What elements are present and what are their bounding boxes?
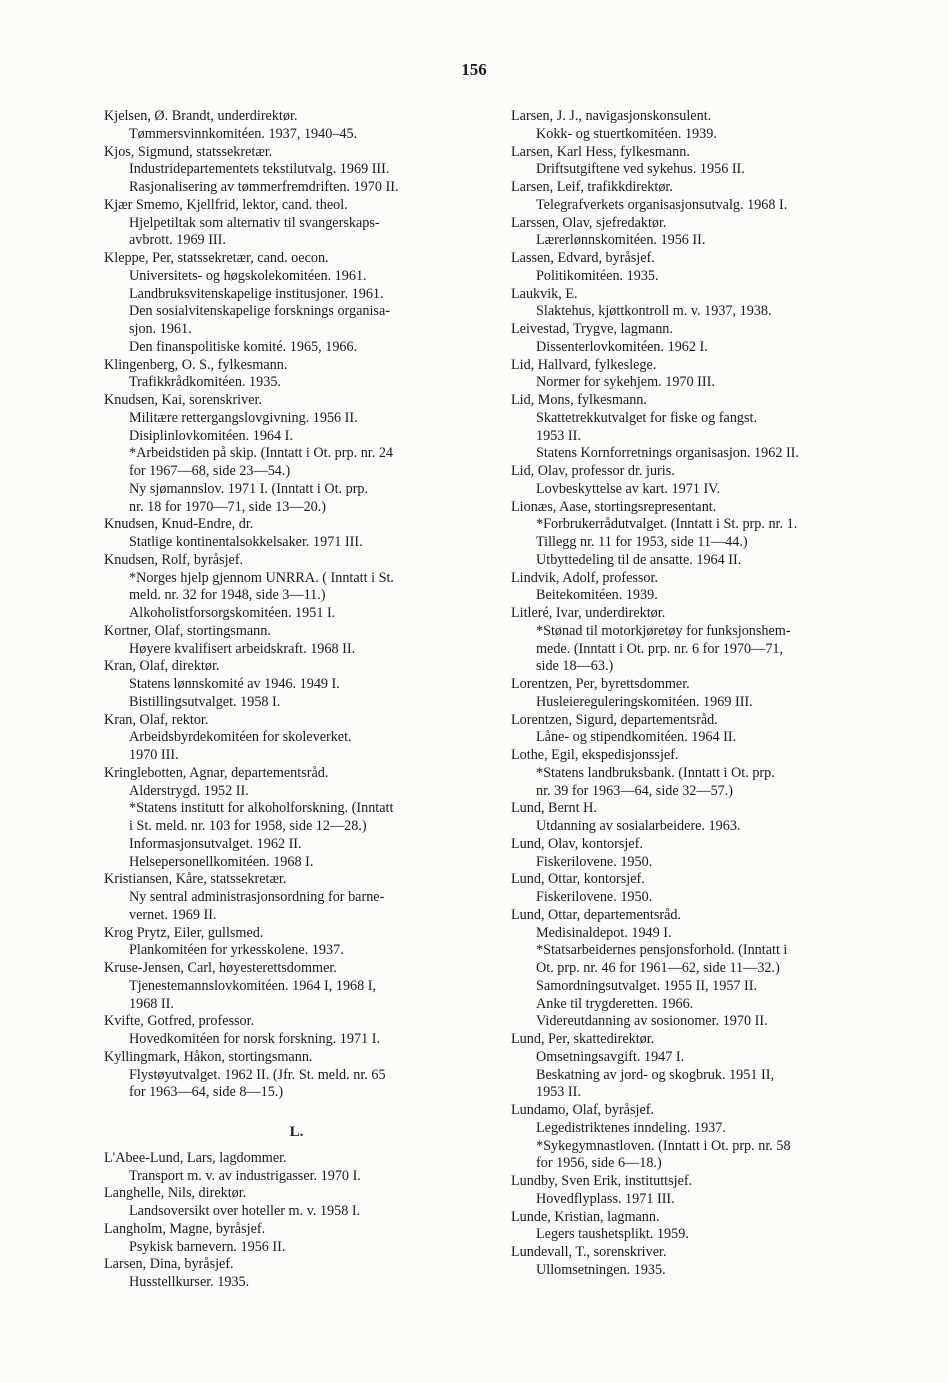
index-entry-name: Larsen, Leif, trafikkdirektør. (511, 179, 673, 195)
index-entry-reference: Anke til trygderetten. 1966. (536, 995, 694, 1012)
index-entry-continuation: for 1956, side 6—18.) (536, 1155, 662, 1172)
index-entry-continuation: 1953 II. (536, 427, 581, 444)
index-entry-reference: Beskatning av jord- og skogbruk. 1951 II, (536, 1066, 775, 1083)
index-entry-reference: Tømmersvinnkomitéen. 1937, 1940–45. (129, 125, 358, 142)
index-entry-reference: *Statens institutt for alkoholforskning. (Inntatt (129, 800, 394, 817)
index-entry-name: Lindvik, Adolf, professor. (511, 569, 658, 586)
index-entry-reference: Helsepersonellkomitéen. 1968 I. (129, 853, 314, 870)
index-entry-name: Lid, Mons, fylkesmann. (511, 392, 647, 408)
index-entry-name: Larsen, Dina, byråsjef. (104, 1256, 234, 1273)
index-entry-reference: Landsoversikt over hoteller m. v. 1958 I. (129, 1203, 361, 1219)
index-entry-reference: Arbeidsbyrdekomitéen for skoleverket. (129, 729, 352, 746)
index-entry-reference: Husstellkurser. 1935. (129, 1274, 250, 1290)
index-entry-reference: Ny sentral administrasjonsordning for barne- (129, 889, 385, 905)
index-entry-reference: Slaktehus, kjøttkontroll m. v. 1937, 1938. (536, 303, 772, 320)
index-entry-name: Lund, Olav, kontorsjef. (511, 835, 643, 852)
index-entry-name: Lundevall, T., sorenskriver. (511, 1244, 667, 1260)
index-entry-name: Kringlebotten, Agnar, departementsråd. (104, 764, 329, 781)
index-entry-reference: Universitets- og høgskolekomitéen. 1961. (129, 267, 367, 284)
index-entry-reference: Medisinaldepot. 1949 I. (536, 924, 672, 941)
index-entry-reference: Husleiereguleringskomitéen. 1969 III. (536, 693, 753, 710)
index-entry-name: Knudsen, Knud-Endre, dr. (104, 516, 254, 533)
left-column (104, 108, 489, 1292)
index-entry-name: Kortner, Olaf, stortingsmann. (104, 622, 271, 639)
index-entry-continuation: meld. nr. 32 for 1948, side 3—11.) (129, 587, 326, 604)
index-entry-continuation: nr. 18 for 1970—71, side 13—20.) (129, 498, 327, 515)
index-entry-reference: Statens Kornforretnings organisasjon. 1962 II. (536, 445, 799, 462)
right-column (511, 108, 896, 1280)
index-entry-name: L'Abee-Lund, Lars, lagdommer. (104, 1149, 287, 1166)
index-entry-name: Laukvik, E. (511, 285, 578, 302)
index-entry-reference: Landbruksvitenskapelige institusjoner. 1961. (129, 285, 384, 302)
index-entry-continuation: 1953 II. (536, 1084, 581, 1101)
index-entry-reference: Plankomitéen for yrkesskolene. 1937. (129, 942, 344, 959)
index-entry-name: Larsen, J. J., navigasjonskonsulent. (511, 108, 712, 124)
index-entry-name: Knudsen, Kai, sorenskriver. (104, 392, 263, 408)
index-entry-name: Lunde, Kristian, lagmann. (511, 1208, 660, 1225)
index-entry-reference: Militære rettergangslovgivning. 1956 II. (129, 409, 358, 426)
index-entry-name: Krog Prytz, Eiler, gullsmed. (104, 924, 264, 941)
index-entry-continuation: 1970 III. (129, 747, 179, 763)
index-entry-reference: Driftsutgiftene ved sykehus. 1956 II. (536, 161, 745, 178)
index-entry-name: Kjelsen, Ø. Brandt, underdirektør. (104, 108, 298, 124)
index-entry-name: Larssen, Olav, sjefredaktør. (511, 214, 667, 231)
index-entry-reference: Psykisk barnevern. 1956 II. (129, 1238, 286, 1255)
index-entry-reference: Statens lønnskomité av 1946. 1949 I. (129, 676, 340, 692)
index-entry-reference: Alderstrygd. 1952 II. (129, 782, 249, 799)
index-entry-reference: Disiplinlovkomitéen. 1964 I. (129, 427, 293, 444)
index-entry-reference: *Statsarbeidernes pensjonsforhold. (Inntatt i (536, 942, 788, 959)
index-entry-reference: *Norges hjelp gjennom UNRRA. ( Inntatt i St. (129, 569, 394, 586)
index-entry-reference: Flystøyutvalget. 1962 II. (Jfr. St. meld. nr. 65 (129, 1066, 386, 1083)
index-entry-reference: Utdanning av sosialarbeidere. 1963. (536, 818, 741, 834)
index-entry-reference: Skattetrekkutvalget for fiske og fangst. (536, 409, 758, 426)
index-entry-reference: Ny sjømannslov. 1971 I. (Inntatt i Ot. prp. (129, 480, 369, 497)
index-entry-reference: Fiskerilovene. 1950. (536, 889, 653, 905)
index-entry-name: Kran, Olaf, direktør. (104, 658, 220, 675)
index-entry-reference: Legedistriktenes inndeling. 1937. (536, 1119, 726, 1136)
index-entry-name: Kjær Smemo, Kjellfrid, lektor, cand. theol. (104, 196, 348, 213)
index-entry-name: Langholm, Magne, byråsjef. (104, 1220, 266, 1237)
index-entry-reference: Hovedkomitéen for norsk forskning. 1971 I. (129, 1031, 380, 1047)
index-entry-reference: Utbyttedeling til de ansatte. 1964 II. (536, 551, 742, 568)
index-entry-name: Klingenberg, O. S., fylkesmann. (104, 356, 288, 373)
index-entry-continuation: for 1963—64, side 8—15.) (129, 1084, 284, 1101)
index-entry-name: Lund, Per, skattedirektør. (511, 1031, 655, 1047)
index-entry-reference: Ullomsetningen. 1935. (536, 1261, 666, 1278)
index-entry-reference: Rasjonalisering av tømmerfremdriften. 1970 II. (129, 179, 399, 195)
index-entry-continuation: 1968 II. (129, 995, 174, 1012)
index-entry-continuation: i St. meld. nr. 103 for 1958, side 12—28.) (129, 818, 367, 834)
index-entry-name: Kran, Olaf, rektor. (104, 711, 209, 728)
index-entry-name: Kjos, Sigmund, statssekretær. (104, 143, 273, 160)
index-entry-reference: Videreutdanning av sosionomer. 1970 II. (536, 1013, 768, 1030)
index-entry-reference: Dissenterlovkomitéen. 1962 I. (536, 338, 708, 355)
index-entry-name: Kyllingmark, Håkon, stortingsmann. (104, 1048, 313, 1065)
index-entry-reference: *Forbrukerrådutvalget. (Inntatt i St. prp. nr. 1. (536, 516, 798, 533)
index-entry-continuation: sjon. 1961. (129, 321, 192, 337)
index-entry-reference: Høyere kvalifisert arbeidskraft. 1968 II. (129, 640, 356, 657)
index-entry-name: Kruse-Jensen, Carl, høyesterettsdommer. (104, 960, 337, 976)
index-entry-name: Lund, Ottar, kontorsjef. (511, 871, 645, 888)
index-entry-name: Lid, Hallvard, fylkeslege. (511, 356, 657, 373)
index-entry-name: Lorentzen, Sigurd, departementsråd. (511, 711, 718, 728)
index-entry-name: Langhelle, Nils, direktør. (104, 1185, 247, 1202)
index-entry-name: Lassen, Edvard, byråsjef. (511, 250, 655, 266)
index-entry-name: Litleré, Ivar, underdirektør. (511, 605, 666, 621)
index-entry-reference: Bistillingsutvalget. 1958 I. (129, 693, 281, 710)
index-entry-reference: Informasjonsutvalget. 1962 II. (129, 835, 302, 852)
index-entry-reference: Samordningsutvalget. 1955 II, 1957 II. (536, 977, 758, 994)
index-entry-name: Lothe, Egil, ekspedisjonssjef. (511, 747, 679, 763)
index-entry-name: Kristiansen, Kåre, statssekretær. (104, 871, 287, 888)
index-entry-reference: Kokk- og stuertkomitéen. 1939. (536, 125, 717, 142)
index-entry-reference: Legers taushetsplikt. 1959. (536, 1226, 689, 1243)
index-entry-reference: Normer for sykehjem. 1970 III. (536, 374, 715, 391)
index-entry-continuation: for 1967—68, side 23—54.) (129, 463, 291, 479)
index-entry-reference: Låne- og stipendkomitéen. 1964 II. (536, 729, 737, 746)
index-entry-name: Leivestad, Trygve, lagmann. (511, 321, 673, 337)
index-entry-reference: Beitekomitéen. 1939. (536, 587, 658, 604)
index-entry-reference: Statlige kontinentalsokkelsaker. 1971 III. (129, 534, 363, 550)
index-entry-reference: Tjenestemannslovkomitéen. 1964 I, 1968 I, (129, 977, 377, 994)
index-entry-name: Lund, Ottar, departementsråd. (511, 906, 682, 923)
index-entry-reference: *Sykegymnastloven. (Inntatt i Ot. prp. nr. 58 (536, 1137, 791, 1154)
index-entry-reference: Trafikkrådkomitéen. 1935. (129, 374, 281, 391)
index-entry-name: Lorentzen, Per, byrettsdommer. (511, 676, 690, 692)
index-entry-name: Lund, Bernt H. (511, 800, 597, 817)
index-entry-name: Lundby, Sven Erik, instituttsjef. (511, 1173, 693, 1189)
index-entry-reference: Hjelpetiltak som alternativ til svangerskaps- (129, 214, 380, 231)
index-entry-reference: Den sosialvitenskapelige forsknings organisa- (129, 303, 390, 320)
index-entry-reference: Telegrafverkets organisasjonsutvalg. 1968 I. (536, 196, 788, 213)
index-entry-reference: Transport m. v. av industrigasser. 1970 I. (129, 1167, 361, 1184)
index-entry-continuation: avbrott. 1969 III. (129, 232, 226, 249)
index-entry-name: Kvifte, Gotfred, professor. (104, 1013, 255, 1030)
index-entry-reference: Hovedflyplass. 1971 III. (536, 1190, 675, 1207)
index-entry-continuation: vernet. 1969 II. (129, 906, 217, 923)
index-entry-name: Lid, Olav, professor dr. juris. (511, 463, 675, 479)
index-entry-reference: *Statens landbruksbank. (Inntatt i Ot. prp. (536, 764, 775, 781)
index-entry-reference: *Stønad til motorkjøretøy for funksjonshem- (536, 622, 791, 639)
index-entry-reference: Lærerlønnskomitéen. 1956 II. (536, 232, 706, 249)
index-entry-name: Lundamo, Olaf, byråsjef. (511, 1102, 655, 1118)
index-entry-continuation: mede. (Inntatt i Ot. prp. nr. 6 for 1970—71, (536, 640, 784, 657)
index-entry-continuation: Tillegg nr. 11 for 1953, side 11—44.) (536, 534, 748, 550)
index-entry-continuation: side 18—63.) (536, 658, 614, 675)
index-entry-reference: Industridepartementets tekstilutvalg. 1969 III. (129, 161, 390, 178)
index-entry-continuation: Ot. prp. nr. 46 for 1961—62, side 11—32.) (536, 960, 780, 976)
index-entry-reference: Fiskerilovene. 1950. (536, 853, 653, 870)
index-entry-reference: Politikomitéen. 1935. (536, 267, 659, 284)
index-entry-name: Kleppe, Per, statssekretær, cand. oecon. (104, 250, 329, 266)
index-entry-reference: Alkoholistforsorgskomitéen. 1951 I. (129, 605, 336, 621)
page-number: 156 (461, 60, 487, 79)
index-entry-reference: Den finanspolitiske komité. 1965, 1966. (129, 338, 358, 355)
index-entry-name: Knudsen, Rolf, byråsjef. (104, 551, 244, 568)
index-entry-name: Lionæs, Aase, stortingsrepresentant. (511, 498, 717, 515)
index-entry-reference: *Arbeidstiden på skip. (Inntatt i Ot. prp. nr. 24 (129, 445, 394, 462)
index-entry-name: Larsen, Karl Hess, fylkesmann. (511, 143, 690, 160)
index-entry-continuation: nr. 39 for 1963—64, side 32—57.) (536, 782, 734, 799)
section-letter: L. (289, 1124, 304, 1140)
index-entry-reference: Omsetningsavgift. 1947 I. (536, 1048, 685, 1065)
index-entry-reference: Lovbeskyttelse av kart. 1971 IV. (536, 480, 721, 497)
